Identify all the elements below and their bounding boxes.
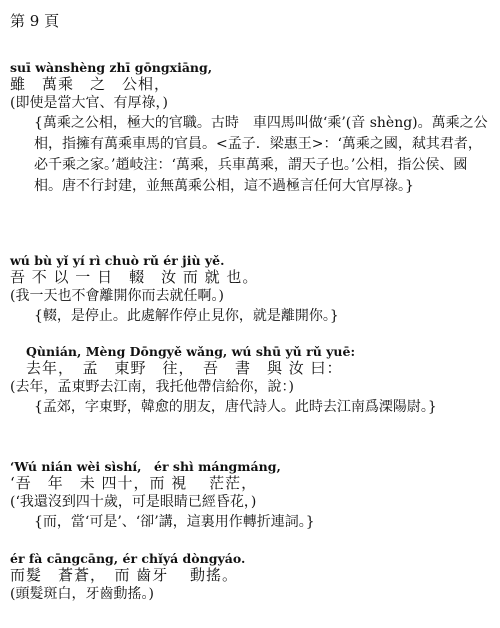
annotation-note: {輟，是停止。此處解作停止見你，就是離開你。}: [34, 308, 339, 324]
translation-line: (頭髮斑白，牙齒動搖。): [10, 586, 154, 602]
annotation-note: {而，當‘可是’、‘卻’講，這裏用作轉折連詞。}: [34, 514, 315, 530]
pinyin-line: wú bù yǐ yí rì chuò rǔ ér jiù yě.: [10, 253, 225, 268]
hanzi-line: ‘吾 年 未 四十，而 視 茫茫，: [10, 474, 258, 492]
hanzi-line: 而髮 蒼蒼， 而 齒牙 動搖。: [10, 566, 239, 584]
passage-section: [10, 459, 488, 533]
annotation-note: {孟郊，字東野，韓愈的朋友，唐代詩人。此時去江南爲溧陽尉。}: [34, 399, 437, 415]
hanzi-line: 吾 不 以 一 日 輟 汝 而 就 也。: [10, 268, 259, 286]
translation-line: (‘我還沒到四十歲，可是眼睛已經昏花，): [10, 494, 257, 510]
pinyin-line: ‘Wú nián wèi sìshí, ér shì mángmáng,: [10, 459, 281, 474]
hanzi-line: 去年， 孟 東野 往， 吾 書 與 汝 曰：: [26, 359, 343, 377]
passage-section: [10, 344, 488, 418]
pinyin-line: ér fà cāngcāng, ér chǐyá dòngyáo.: [10, 551, 246, 566]
passage-section: [10, 60, 488, 197]
translation-line: (我一天也不會離開你而去就任啊。): [10, 288, 224, 304]
annotation-note: {萬乘之公相，極大的官職。古時 車四馬叫做‘乘’(音 shèng)。萬乘之公相，指擁有萬乘車馬的官員。<孟子．梁惠王>：‘萬乘之國，弒其君者，必千乘之家。’趙岐注：‘萬乘，兵車萬乘，謂天子也。’公相，指公侯、國相。唐不行封建，並無萬乘公相，這不過極言任何大官厚祿。}: [34, 115, 488, 194]
pinyin-line: Qùnián, Mèng Dōngyě wǎng, wú shū yǔ rǔ yuē:: [26, 344, 356, 359]
hanzi-line: 雖 萬乘 之 公相，: [10, 75, 171, 93]
translation-line: (去年，孟東野去江南，我托他帶信給你，說：): [10, 379, 294, 395]
translation-line: (即使是當大官、有厚祿，): [10, 95, 168, 111]
passage-section: [10, 551, 488, 604]
pinyin-line: suī wànshèng zhī gōngxiāng,: [10, 60, 213, 75]
page-number: 第 9 頁: [10, 12, 60, 30]
passage-section: [10, 253, 488, 327]
